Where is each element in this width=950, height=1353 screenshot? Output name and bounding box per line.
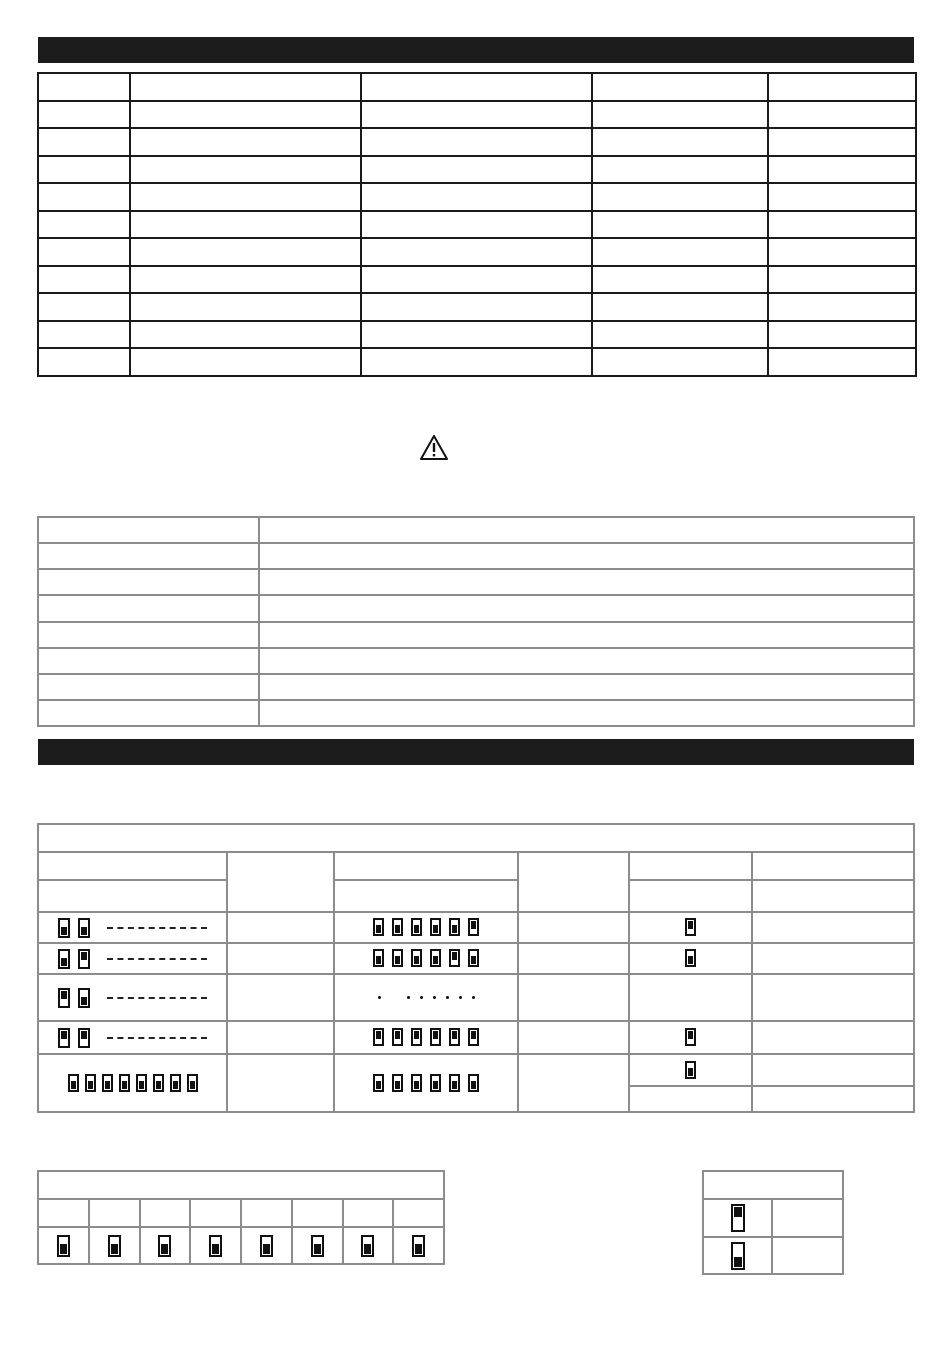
dip-switch-icon [153,1074,164,1092]
dip-switch-icon [158,1235,171,1257]
dip-switch-icon [468,949,479,967]
table-row [38,211,916,239]
dip-switch-icon [411,949,422,967]
dip-switch-icon [85,1074,96,1092]
bottom-right-switch-table [702,1170,844,1275]
dip-switch-icon [373,949,384,967]
dip-switch-icon [373,1074,384,1092]
table-row [703,1237,843,1274]
dip-switch-icon [468,1074,479,1092]
table-row [38,183,916,211]
dip-switch-icon [58,918,70,938]
table-row [38,824,914,852]
table-row [38,321,916,349]
table-row [38,674,914,700]
dip-switch-icon [311,1235,324,1257]
dip-switch-table [37,823,915,1113]
table-row [38,912,914,943]
table-row [38,73,916,101]
table-row [38,622,914,648]
dip-switch-icon [685,1028,696,1046]
dip-switch-icon [449,1074,460,1092]
dip-switch-icon [209,1235,222,1257]
dip-switch-icon [108,1235,121,1257]
dip-switch-icon [411,1028,422,1046]
dashed-line [107,958,207,960]
dip-switch-icon [430,949,441,967]
dip-switch-icon [58,1028,70,1048]
table-row [38,101,916,129]
table-row [38,238,916,266]
dip-switch-icon [449,1028,460,1046]
dip-switch-icon [685,949,696,967]
table-row [38,569,914,595]
table-row [38,974,914,1021]
table-row [38,128,916,156]
dip-switch-icon [411,918,422,936]
dip-switch-icon [119,1074,130,1092]
top-table [37,72,917,377]
dip-switch-icon [361,1235,374,1257]
dip-switch-icon [449,949,460,967]
dip-switch-icon [136,1074,147,1092]
dip-switch-icon [430,918,441,936]
section-header-bar-2 [38,739,914,765]
table-row [38,1021,914,1054]
dip-switch-icon [449,918,460,936]
table-row [38,1171,444,1199]
table-row [38,648,914,674]
bottom-left-switch-table [37,1170,445,1265]
dashed-line [107,927,207,929]
table-row [38,348,916,376]
dip-switch-icon [57,1235,70,1257]
table-row [703,1171,843,1199]
dip-switch-icon [102,1074,113,1092]
dip-switch-icon [430,1028,441,1046]
dip-switch-icon [260,1235,273,1257]
dip-switch-icon [78,1028,90,1048]
dip-switch-icon [392,1074,403,1092]
dip-switch-icon [78,918,90,938]
dip-switch-icon [685,918,696,936]
dip-switch-icon [373,1028,384,1046]
dip-switch-icon [412,1235,425,1257]
table-row [38,700,914,726]
dip-switch-icon [78,949,90,969]
ellipsis-dots [334,974,518,1021]
dip-switch-icon [731,1204,745,1232]
table-row [38,266,916,294]
dip-switch-icon [170,1074,181,1092]
table-row [38,1227,444,1264]
dip-switch-icon [468,1028,479,1046]
dip-switch-icon [411,1074,422,1092]
dip-switch-icon [430,1074,441,1092]
dip-switch-icon [392,1028,403,1046]
dashed-line [107,997,207,999]
table-row [703,1199,843,1237]
table-row [38,852,914,880]
table-row [38,543,914,569]
table-row [38,1054,914,1086]
table-row [38,880,914,912]
section-header-bar-1 [38,37,914,63]
table-row [38,943,914,974]
dip-switch-icon [78,988,90,1008]
table-row [38,156,916,184]
dip-switch-icon [187,1074,198,1092]
dip-switch-icon [58,949,70,969]
dip-switch-icon [373,918,384,936]
table-row [38,1199,444,1227]
dip-switch-icon [731,1242,745,1270]
dashed-line [107,1037,207,1039]
dip-switch-icon [58,988,70,1008]
dip-switch-icon [392,918,403,936]
table-row [38,517,914,543]
dip-switch-icon [685,1061,696,1079]
dip-switch-icon [392,949,403,967]
table-row [38,595,914,621]
warning-triangle-icon [419,434,449,461]
dip-switch-icon [468,918,479,936]
middle-table [37,516,915,727]
table-row [38,293,916,321]
dip-switch-icon [68,1074,79,1092]
